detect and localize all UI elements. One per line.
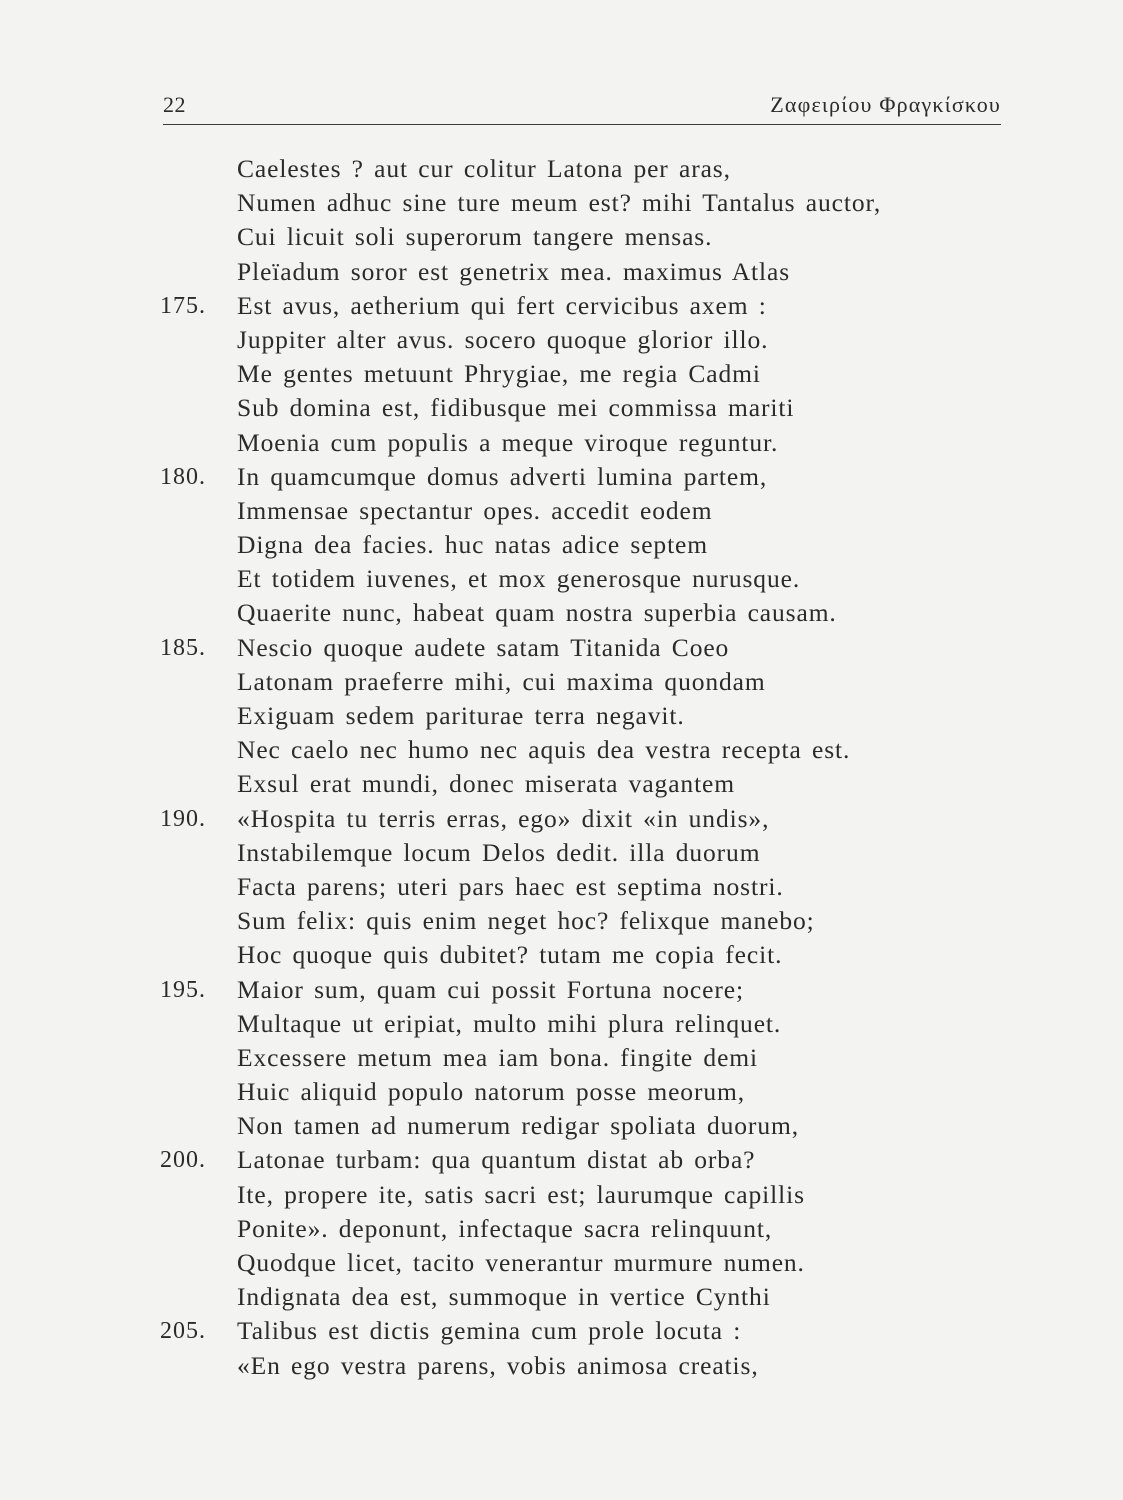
verse-line: [0, 460, 1123, 494]
line-number: 190.: [160, 805, 206, 832]
line-text: «En ego vestra parens, vobis animosa creatis,: [237, 1350, 759, 1380]
verse-line: [0, 1075, 1123, 1109]
verse-line: [0, 426, 1123, 460]
line-text: Quodque licet, tacito venerantur murmure numen.: [237, 1248, 805, 1277]
verse-line: [0, 1280, 1123, 1314]
verse-line: [0, 323, 1123, 357]
line-text: Caelestes ? aut cur colitur Latona per aras,: [237, 154, 731, 183]
verse-line: [0, 528, 1123, 562]
line-text: Me gentes metuunt Phrygiae, me regia Cadmi: [237, 359, 761, 389]
line-number: 205.: [160, 1318, 206, 1345]
line-text: Multaque ut eripiat, multo mihi plura relinquet.: [237, 1008, 782, 1038]
line-text: Excessere metum mea iam bona. fingite demi: [237, 1042, 759, 1072]
line-text: Cui licuit soli superorum tangere mensas.: [237, 222, 713, 252]
line-text: Immensae spectantur opes. accedit eodem: [237, 495, 713, 525]
verse-line: [0, 1246, 1123, 1280]
verse-line: [0, 391, 1123, 425]
line-text: Moenia cum populis a meque viroque reguntur.: [237, 427, 779, 457]
line-text: Ite, propere ite, satis sacri est; laurumque capillis: [237, 1179, 805, 1209]
line-text: Sub domina est, fidibusque mei commissa mariti: [237, 393, 795, 423]
line-text: Nescio quoque audete satam Titanida Coeo: [237, 632, 730, 662]
verse-line: [0, 357, 1123, 391]
line-text: Pleïadum soror est genetrix mea. maximus Atlas: [237, 256, 791, 286]
line-text: In quamcumque domus adverti lumina partem,: [237, 461, 768, 491]
verse-line: [0, 973, 1123, 1007]
line-number: 185.: [160, 634, 206, 661]
line-text: Hoc quoque quis dubitet? tutam me copia fecit.: [237, 940, 783, 970]
verse-line: [0, 802, 1123, 836]
verse-line: [0, 1314, 1123, 1348]
verse-line: [0, 1041, 1123, 1075]
verse-line: [0, 767, 1123, 801]
verse-line: [0, 255, 1123, 289]
verse-line: [0, 494, 1123, 528]
page-number: 22: [163, 92, 186, 117]
verse-line: [0, 1212, 1123, 1246]
verse-line: [0, 1178, 1123, 1212]
verse-line: [0, 152, 1123, 186]
verse-line: [0, 186, 1123, 220]
line-text: Latonam praeferre mihi, cui maxima quondam: [237, 666, 766, 696]
line-text: Maior sum, quam cui possit Fortuna nocere;: [237, 974, 744, 1004]
line-number: 200.: [160, 1147, 206, 1174]
verse-line: [0, 220, 1123, 254]
verse-line: [0, 904, 1123, 938]
line-text: Ponite». deponunt, infectaque sacra relinquunt,: [237, 1213, 773, 1243]
line-number: 180.: [160, 463, 206, 490]
line-text: Nec caelo nec humo nec aquis dea vestra recepta est.: [237, 735, 851, 765]
line-text: Indignata dea est, summoque in vertice Cynthi: [237, 1282, 771, 1312]
page-header: [163, 88, 1001, 125]
verse-line: [0, 562, 1123, 596]
verse-line: [0, 733, 1123, 767]
verse-line: [0, 1109, 1123, 1143]
verse-line: [0, 1143, 1123, 1177]
verse-line: [0, 836, 1123, 870]
line-text: Quaerite nunc, habeat quam nostra superbia causam.: [237, 598, 837, 628]
verse-line: [0, 1007, 1123, 1041]
running-head: Ζαφειρίου Φραγκίσκου: [770, 92, 1001, 117]
line-text: Huic aliquid populo natorum posse meorum,: [237, 1077, 745, 1107]
verse-line: [0, 289, 1123, 323]
verse-line: [0, 596, 1123, 630]
line-text: Exsul erat mundi, donec miserata vagantem: [237, 769, 736, 799]
line-text: Et totidem iuvenes, et mox generosque nurusque.: [237, 564, 801, 594]
verse-line: [0, 938, 1123, 972]
line-number: 175.: [160, 292, 206, 319]
line-text: Numen adhuc sine ture meum est? mihi Tantalus auctor,: [237, 188, 882, 218]
verse-line: [0, 699, 1123, 733]
line-text: Exiguam sedem pariturae terra negavit.: [237, 701, 685, 730]
verse-line: [0, 665, 1123, 699]
line-text: Latonae turbam: qua quantum distat ab orba?: [237, 1145, 756, 1175]
line-text: Est avus, aetherium qui fert cervicibus axem :: [237, 290, 767, 320]
poem-text: [0, 152, 1123, 1383]
line-text: Instabilemque locum Delos dedit. illa duorum: [237, 837, 761, 867]
verse-line: [0, 631, 1123, 665]
line-text: Talibus est dictis gemina cum prole locuta :: [237, 1316, 742, 1346]
verse-line: [0, 1349, 1123, 1383]
line-text: Non tamen ad numerum redigar spoliata duorum,: [237, 1111, 799, 1141]
line-text: Facta parens; uteri pars haec est septima nostri.: [237, 871, 784, 901]
line-number: 195.: [160, 976, 206, 1003]
line-text: Juppiter alter avus. socero quoque glorior illo.: [237, 324, 769, 354]
verse-line: [0, 870, 1123, 904]
line-text: «Hospita tu terris erras, ego» dixit «in undis»,: [237, 803, 770, 833]
line-text: Digna dea facies. huc natas adice septem: [237, 530, 709, 560]
line-text: Sum felix: quis enim neget hoc? felixque manebo;: [237, 906, 815, 936]
